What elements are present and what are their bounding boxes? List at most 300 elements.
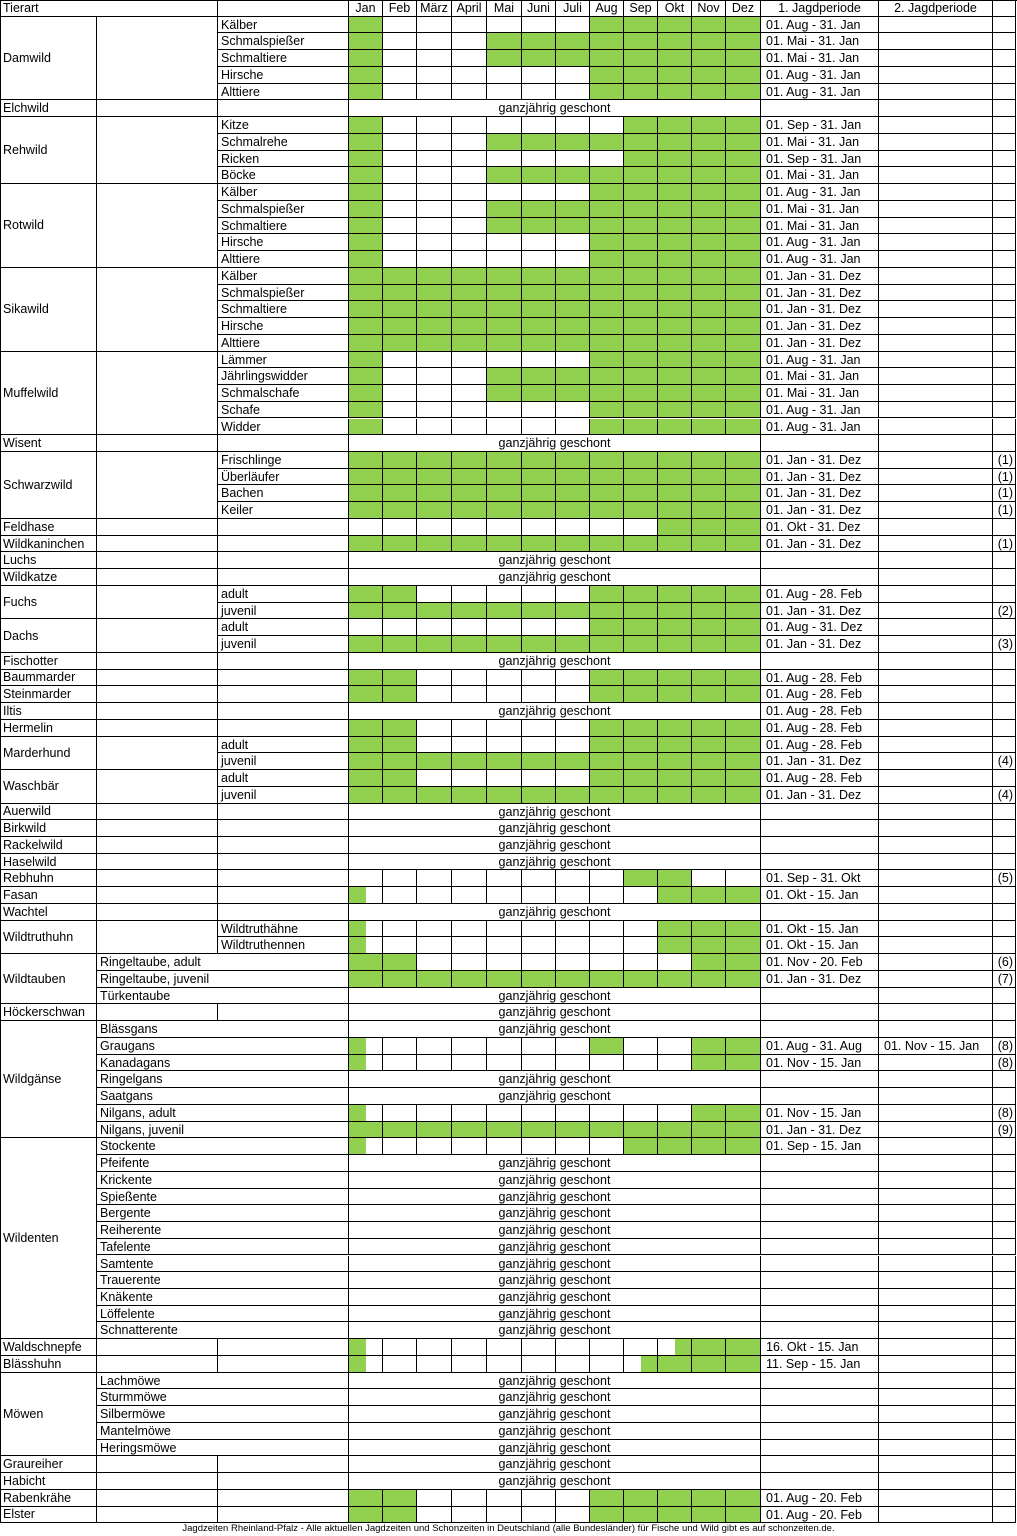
month-cell — [383, 1038, 417, 1055]
period-1-dates — [761, 1222, 879, 1239]
closed-season-note: ganzjährig geschont — [349, 1423, 761, 1440]
period-2-dates — [879, 1389, 993, 1406]
row-sub-label — [218, 670, 349, 687]
month-cell — [522, 1490, 556, 1507]
month-cell — [556, 954, 590, 971]
period-1-dates: 01. Aug - 28. Feb — [761, 770, 879, 787]
month-cell — [590, 134, 624, 151]
month-cell — [624, 636, 658, 653]
row-sub-label: Schmalspießer — [218, 201, 349, 218]
month-cell — [417, 753, 452, 770]
month-cell — [417, 469, 452, 486]
month-cell — [487, 1038, 522, 1055]
month-cell — [658, 686, 692, 703]
month-cell — [658, 737, 692, 754]
month-cell — [487, 301, 522, 318]
month-cell — [556, 17, 590, 34]
month-cell — [692, 67, 726, 84]
month-cell — [383, 720, 417, 737]
period-1-dates: 01. Aug - 28. Feb — [761, 686, 879, 703]
footnote-ref — [993, 586, 1016, 603]
month-cell — [349, 954, 383, 971]
period-1-dates — [761, 1155, 879, 1172]
month-cell — [383, 502, 417, 519]
footnote-ref: (3) — [993, 636, 1016, 653]
footer-note: Jagdzeiten Rheinland-Pfalz - Alle aktuellen Jagdzeiten und Schonzeiten in Deutschland (alle Bundesländer) für Fische und Wild gibt es auf schonzeiten.de. — [182, 1523, 835, 1534]
month-cell — [383, 268, 417, 285]
footnote-ref — [993, 1406, 1016, 1423]
closed-season-note: ganzjährig geschont — [349, 435, 761, 452]
month-cell — [349, 1055, 383, 1072]
month-cell — [590, 1507, 624, 1524]
month-cell — [349, 720, 383, 737]
month-cell — [522, 1339, 556, 1356]
period-2-dates — [879, 1239, 993, 1256]
period-2-dates — [879, 619, 993, 636]
month-cell — [590, 485, 624, 502]
month-cell — [590, 1138, 624, 1155]
month-cell — [624, 536, 658, 553]
month-cell — [726, 134, 761, 151]
period-2-dates — [879, 753, 993, 770]
month-cell — [417, 619, 452, 636]
closed-season-note: ganzjährig geschont — [349, 1406, 761, 1423]
month-cell — [349, 17, 383, 34]
period-1-dates — [761, 1373, 879, 1390]
row-sub-label — [218, 1456, 349, 1473]
month-cell — [658, 117, 692, 134]
period-2-dates — [879, 1088, 993, 1105]
footnote-ref: (1) — [993, 485, 1016, 502]
month-cell — [487, 134, 522, 151]
period-2-dates — [879, 1306, 993, 1323]
group-name: Elster — [0, 1507, 97, 1524]
month-cell — [452, 1339, 487, 1356]
month-cell — [522, 485, 556, 502]
month-cell — [624, 234, 658, 251]
row-sub-label: Wildtruthennen — [218, 937, 349, 954]
period-1-dates — [761, 1440, 879, 1457]
group-blank — [97, 653, 218, 670]
footnote-ref — [993, 1205, 1016, 1222]
row-sub-label: Wildtruthähne — [218, 921, 349, 938]
month-cell — [658, 921, 692, 938]
month-cell — [349, 318, 383, 335]
month-cell — [658, 603, 692, 620]
row-sub-label: Schmalrehe — [218, 134, 349, 151]
month-cell — [487, 870, 522, 887]
group-blank — [97, 686, 218, 703]
month-cell — [658, 937, 692, 954]
period-2-dates — [879, 1423, 993, 1440]
month-cell — [452, 1356, 487, 1373]
month-cell — [522, 1105, 556, 1122]
month-cell — [349, 67, 383, 84]
month-cell — [522, 937, 556, 954]
row-sub-label: Bachen — [218, 485, 349, 502]
month-cell — [452, 485, 487, 502]
month-cell — [624, 385, 658, 402]
month-cell — [417, 1038, 452, 1055]
month-cell — [658, 720, 692, 737]
month-cell — [487, 1138, 522, 1155]
month-cell — [522, 134, 556, 151]
month-cell — [692, 502, 726, 519]
footnote-ref: (8) — [993, 1055, 1016, 1072]
group-name: Blässhuhn — [0, 1356, 97, 1373]
period-2-dates — [879, 84, 993, 101]
group-blank — [97, 100, 218, 117]
closed-season-note: ganzjährig geschont — [349, 988, 761, 1005]
month-cell — [624, 50, 658, 67]
month-cell — [452, 502, 487, 519]
period-2-dates — [879, 971, 993, 988]
footnote-ref — [993, 268, 1016, 285]
month-cell — [417, 1122, 452, 1139]
month-cell — [556, 686, 590, 703]
period-1-dates: 01. Mai - 31. Jan — [761, 33, 879, 50]
month-cell — [726, 184, 761, 201]
footnote-ref: (6) — [993, 954, 1016, 971]
month-cell — [522, 1055, 556, 1072]
group-blank — [97, 804, 218, 821]
group-name: Waldschnepfe — [0, 1339, 97, 1356]
row-sub-label: Blässgans — [97, 1021, 349, 1038]
month-cell — [556, 787, 590, 804]
period-1-dates — [761, 653, 879, 670]
group-blank — [97, 1339, 218, 1356]
footnote-ref: (8) — [993, 1105, 1016, 1122]
footnote-ref — [993, 352, 1016, 369]
month-cell — [383, 636, 417, 653]
month-cell — [487, 921, 522, 938]
footnote-ref: (1) — [993, 536, 1016, 553]
month-cell — [522, 268, 556, 285]
month-cell — [349, 502, 383, 519]
month-cell — [452, 469, 487, 486]
footnote-ref — [993, 820, 1016, 837]
month-cell — [726, 536, 761, 553]
month-cell — [658, 1339, 692, 1356]
month-cell — [590, 285, 624, 302]
month-cell — [349, 770, 383, 787]
month-cell — [692, 720, 726, 737]
month-cell — [726, 167, 761, 184]
group-name: Elchwild — [0, 100, 97, 117]
month-cell — [417, 268, 452, 285]
period-1-dates: 01. Okt - 15. Jan — [761, 921, 879, 938]
month-cell — [624, 469, 658, 486]
period-1-dates: 01. Jan - 31. Dez — [761, 285, 879, 302]
footnote-ref — [993, 1389, 1016, 1406]
period-1-dates — [761, 1004, 879, 1021]
month-cell — [452, 670, 487, 687]
month-cell — [692, 251, 726, 268]
month-cell — [590, 50, 624, 67]
month-cell — [726, 519, 761, 536]
period-1-dates: 01. Aug - 31. Jan — [761, 17, 879, 34]
month-cell — [590, 469, 624, 486]
month-cell — [452, 368, 487, 385]
period-1-dates: 01. Jan - 31. Dez — [761, 1122, 879, 1139]
period-1-dates — [761, 1272, 879, 1289]
month-cell — [556, 285, 590, 302]
month-cell — [417, 887, 452, 904]
month-cell — [658, 787, 692, 804]
month-cell — [624, 201, 658, 218]
month-cell — [349, 787, 383, 804]
row-sub-label: Ringeltaube, juvenil — [97, 971, 349, 988]
month-cell — [487, 234, 522, 251]
month-cell — [624, 1055, 658, 1072]
month-cell — [658, 469, 692, 486]
footnote-ref — [993, 1289, 1016, 1306]
period-1-dates: 01. Sep - 31. Okt — [761, 870, 879, 887]
month-cell — [383, 887, 417, 904]
month-cell — [349, 1138, 383, 1155]
row-sub-label: Hirsche — [218, 234, 349, 251]
month-cell — [726, 335, 761, 352]
month-cell — [624, 1339, 658, 1356]
group-name: Habicht — [0, 1473, 97, 1490]
partial-fill — [349, 921, 366, 937]
month-cell — [522, 502, 556, 519]
partial-fill — [349, 1356, 366, 1372]
period-2-dates — [879, 1289, 993, 1306]
period-2-dates — [879, 385, 993, 402]
month-cell — [556, 167, 590, 184]
month-cell — [590, 402, 624, 419]
month-cell — [726, 1490, 761, 1507]
month-cell — [487, 318, 522, 335]
row-sub-label: Schmaltiere — [218, 218, 349, 235]
month-cell — [487, 1339, 522, 1356]
footnote-ref — [993, 167, 1016, 184]
group-name: Auerwild — [0, 804, 97, 821]
month-cell — [417, 971, 452, 988]
month-cell — [383, 1122, 417, 1139]
month-cell — [658, 971, 692, 988]
row-sub-label: Kälber — [218, 268, 349, 285]
partial-fill — [349, 1339, 366, 1355]
month-cell — [726, 887, 761, 904]
header-month: Mai — [487, 0, 522, 17]
group-blank — [97, 619, 218, 652]
group-name: Hermelin — [0, 720, 97, 737]
month-cell — [590, 670, 624, 687]
period-2-dates — [879, 586, 993, 603]
month-cell — [624, 368, 658, 385]
period-2-dates — [879, 435, 993, 452]
month-cell — [658, 134, 692, 151]
group-blank — [97, 452, 218, 519]
month-cell — [349, 870, 383, 887]
group-name: Waschbär — [0, 770, 97, 803]
period-1-dates — [761, 1256, 879, 1273]
month-cell — [556, 1055, 590, 1072]
row-sub-label: juvenil — [218, 603, 349, 620]
month-cell — [624, 971, 658, 988]
month-cell — [522, 519, 556, 536]
month-cell — [590, 787, 624, 804]
month-cell — [383, 536, 417, 553]
month-cell — [417, 67, 452, 84]
month-cell — [383, 33, 417, 50]
month-cell — [452, 603, 487, 620]
month-cell — [624, 67, 658, 84]
month-cell — [383, 251, 417, 268]
month-cell — [487, 971, 522, 988]
month-cell — [590, 586, 624, 603]
closed-season-note: ganzjährig geschont — [349, 552, 761, 569]
month-cell — [726, 452, 761, 469]
group-blank — [97, 519, 218, 536]
month-cell — [417, 452, 452, 469]
row-sub-label: Lachmöwe — [97, 1373, 349, 1390]
group-name: Rotwild — [0, 184, 97, 268]
closed-season-note: ganzjährig geschont — [349, 1021, 761, 1038]
footnote-ref — [993, 234, 1016, 251]
month-cell — [624, 619, 658, 636]
month-cell — [349, 117, 383, 134]
month-cell — [452, 720, 487, 737]
footnote-ref — [993, 100, 1016, 117]
month-cell — [452, 1105, 487, 1122]
month-cell — [658, 954, 692, 971]
period-1-dates: 01. Jan - 31. Dez — [761, 485, 879, 502]
period-1-dates: 01. Jan - 31. Dez — [761, 268, 879, 285]
month-cell — [556, 402, 590, 419]
month-cell — [692, 201, 726, 218]
footnote-ref — [993, 251, 1016, 268]
month-cell — [624, 870, 658, 887]
group-name: Rehwild — [0, 117, 97, 184]
period-2-dates — [879, 485, 993, 502]
month-cell — [417, 787, 452, 804]
month-cell — [522, 887, 556, 904]
month-cell — [487, 201, 522, 218]
closed-season-note: ganzjährig geschont — [349, 1239, 761, 1256]
footnote-ref — [993, 33, 1016, 50]
group-blank — [97, 854, 218, 871]
month-cell — [487, 268, 522, 285]
month-cell — [692, 1490, 726, 1507]
month-cell — [624, 134, 658, 151]
month-cell — [556, 1356, 590, 1373]
footnote-ref — [993, 519, 1016, 536]
month-cell — [556, 352, 590, 369]
month-cell — [487, 519, 522, 536]
month-cell — [692, 670, 726, 687]
month-cell — [624, 485, 658, 502]
month-cell — [556, 636, 590, 653]
month-cell — [487, 887, 522, 904]
month-cell — [624, 753, 658, 770]
month-cell — [349, 670, 383, 687]
row-sub-label — [218, 820, 349, 837]
group-blank — [97, 586, 218, 619]
month-cell — [624, 1105, 658, 1122]
month-cell — [556, 1105, 590, 1122]
row-sub-label — [218, 519, 349, 536]
month-cell — [349, 134, 383, 151]
group-blank — [97, 904, 218, 921]
month-cell — [692, 385, 726, 402]
period-2-dates — [879, 670, 993, 687]
month-cell — [487, 84, 522, 101]
period-2-dates — [879, 921, 993, 938]
month-cell — [452, 619, 487, 636]
period-2-dates — [879, 100, 993, 117]
month-cell — [349, 519, 383, 536]
month-cell — [487, 619, 522, 636]
month-cell — [556, 184, 590, 201]
group-blank — [97, 1490, 218, 1507]
month-cell — [590, 17, 624, 34]
month-cell — [556, 1138, 590, 1155]
group-name: Möwen — [0, 1373, 97, 1457]
month-cell — [658, 485, 692, 502]
month-cell — [452, 1490, 487, 1507]
header-month: Feb — [383, 0, 417, 17]
row-sub-label: Kälber — [218, 17, 349, 34]
period-1-dates: 01. Aug - 20. Feb — [761, 1490, 879, 1507]
period-2-dates — [879, 1272, 993, 1289]
period-1-dates — [761, 820, 879, 837]
month-cell — [590, 502, 624, 519]
month-cell — [383, 50, 417, 67]
month-cell — [487, 402, 522, 419]
month-cell — [522, 335, 556, 352]
period-2-dates — [879, 1322, 993, 1339]
month-cell — [452, 787, 487, 804]
month-cell — [452, 536, 487, 553]
month-cell — [726, 33, 761, 50]
period-1-dates — [761, 552, 879, 569]
month-cell — [349, 268, 383, 285]
period-1-dates: 01. Jan - 31. Dez — [761, 536, 879, 553]
period-1-dates: 01. Aug - 31. Jan — [761, 402, 879, 419]
group-name: Muffelwild — [0, 352, 97, 436]
month-cell — [556, 251, 590, 268]
month-cell — [590, 971, 624, 988]
month-cell — [624, 737, 658, 754]
group-name: Wildkaninchen — [0, 536, 97, 553]
row-sub-label: adult — [218, 586, 349, 603]
month-cell — [658, 586, 692, 603]
row-sub-label: Löffelente — [97, 1306, 349, 1323]
month-cell — [658, 1038, 692, 1055]
month-cell — [452, 753, 487, 770]
month-cell — [452, 134, 487, 151]
month-cell — [417, 670, 452, 687]
month-cell — [417, 151, 452, 168]
month-cell — [556, 1122, 590, 1139]
month-cell — [726, 368, 761, 385]
period-2-dates: 01. Nov - 15. Jan — [879, 1038, 993, 1055]
month-cell — [692, 33, 726, 50]
month-cell — [452, 218, 487, 235]
month-cell — [692, 536, 726, 553]
period-1-dates — [761, 1071, 879, 1088]
month-cell — [692, 485, 726, 502]
month-cell — [658, 1507, 692, 1524]
month-cell — [383, 954, 417, 971]
closed-season-note: ganzjährig geschont — [349, 1289, 761, 1306]
month-cell — [349, 1122, 383, 1139]
month-cell — [692, 770, 726, 787]
month-cell — [692, 151, 726, 168]
